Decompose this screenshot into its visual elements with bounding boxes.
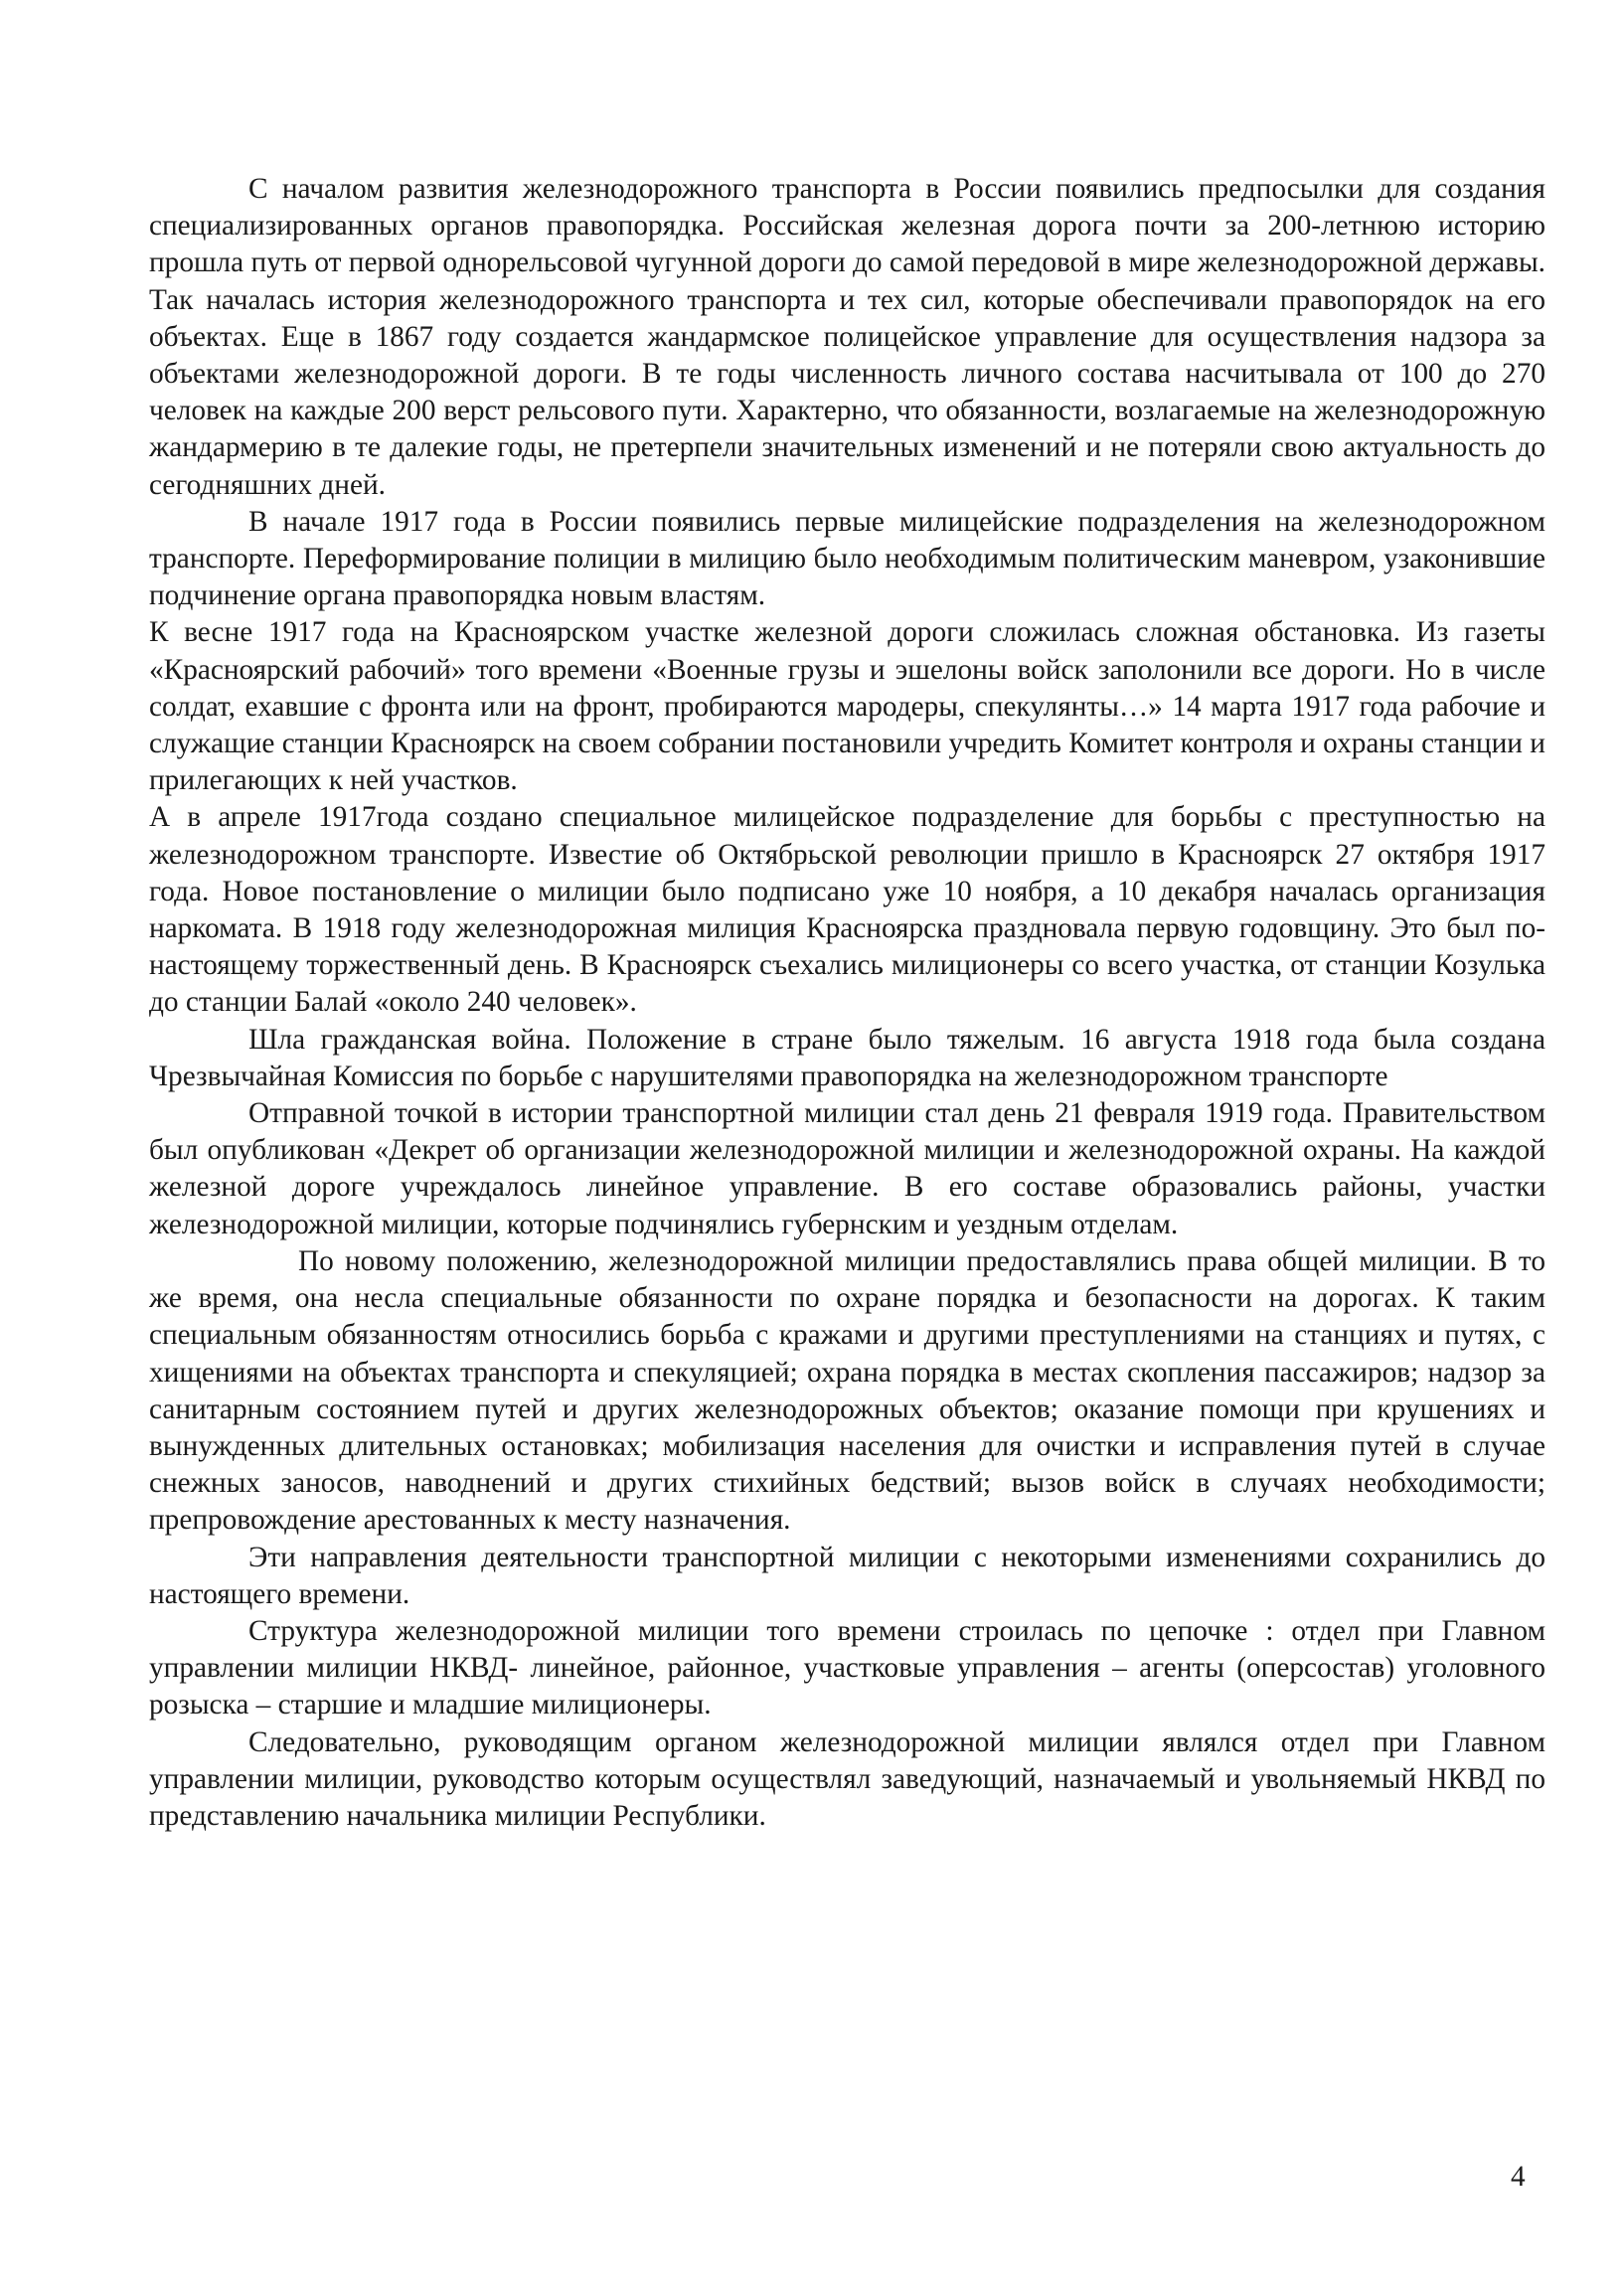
paragraph-8: Эти направления деятельности транспортной милиции с некоторыми изменениями сохранились до настоящего времени. xyxy=(149,1541,1545,1610)
paragraph-9: Структура железнодорожной милиции того времени строилась по цепочке : отдел при Главном управлении милиции НКВД- линейное, районное, участковые управления – агенты (оперсостав) уголовного розыска – старшие и младшие милиционеры. xyxy=(149,1614,1545,1721)
document-body xyxy=(149,171,1545,1835)
paragraph-4: А в апреле 1917года создано специальное милицейское подразделение для борьбы с преступностью на железнодорожном транспорте. Известие об Октябрьской революции пришло в Красноярск 27 октября 1917 года. Новое постановление о милиции было подписано уже 10 ноября, а 10 декабря началась организация наркомата. В 1918 году железнодорожная милиция Красноярска праздновала первую годовщину. Это был по-настоящему торжественный день. В Красноярск съехались милиционеры со всего участка, от станции Козулька до станции Балай «около 240 человек». xyxy=(149,801,1545,1019)
paragraph-6: Отправной точкой в истории транспортной милиции стал день 21 февраля 1919 года. Правительством был опубликован «Декрет об организации железнодорожной милиции и железнодорожной охраны. На каждой железной дороге учреждалось линейное управление. В его составе образовались районы, участки железнодорожной милиции, которые подчинялись губернским и уездным отделам. xyxy=(149,1097,1545,1240)
paragraph-3: К весне 1917 года на Красноярском участке железной дороги сложилась сложная обстановка. Из газеты «Красноярский рабочий» того времени «Военные грузы и эшелоны войск заполонили все дороги. Но в числе солдат, ехавшие с фронта или на фронт, пробираются мародеры, спекулянты…» 14 марта 1917 года рабочие и служащие станции Красноярск на своем собрании постановили учредить Комитет контроля и охраны станции и прилегающих к ней участков. xyxy=(149,616,1545,797)
paragraph-1: С началом развития железнодорожного транспорта в России появились предпосылки для создания специализированных органов правопорядка. Российская железная дорога почти за 200-летнюю историю прошла путь от первой однорельсовой чугунной дороги до самой передовой в мире железнодорожной державы. Так началась история железнодорожного транспорта и тех сил, которые обеспечивали правопорядок на его объектах. Еще в 1867 году создается жандармское полицейское управление для осуществления надзора за объектами железнодорожной дороги. В те годы численность личного состава насчитывала от 100 до 270 человек на каждые 200 верст рельсового пути. Характерно, что обязанности, возлагаемые на железнодорожную жандармерию в те далекие годы, не претерпели значительных изменений и не потеряли свою актуальность до сегодняшних дней. xyxy=(149,173,1545,501)
paragraph-7: По новому положению, железнодорожной милиции предоставлялись права общей милиции. В то же время, она несла специальные обязанности по охране порядка и безопасности на дорогах. К таким специальным обязанностям относились борьба с кражами и другими преступлениями на станциях и путях, с хищениями на объектах транспорта и спекуляцией; охрана порядка в местах скопления пассажиров; надзор за санитарным состоянием путей и других железнодорожных объектов; оказание помощи при крушениях и вынужденных длительных остановках; мобилизация населения для очистки и исправления путей в случае снежных заносов, наводнений и других стихийных бедствий; вызов войск в случаях необходимости; препровождение арестованных к месту назначения. xyxy=(149,1244,1545,1537)
paragraph-2: В начале 1917 года в России появились первые милицейские подразделения на железнодорожном транспорте. Переформирование полиции в милицию было необходимым политическим маневром, узаконившие подчинение органа правопорядка новым властям. xyxy=(149,505,1545,612)
page-number: 4 xyxy=(1511,2161,1526,2193)
paragraph-5: Шла гражданская война. Положение в стране было тяжелым. 16 августа 1918 года была создана Чрезвычайная Комиссия по борьбе с нарушителями правопорядка на железнодорожном транспорте xyxy=(149,1023,1545,1092)
paragraph-10: Следовательно, руководящим органом железнодорожной милиции являлся отдел при Главном управлении милиции, руководство которым осуществлял заведующий, назначаемый и увольняемый НКВД по представлению начальника милиции Республики. xyxy=(149,1725,1545,1832)
